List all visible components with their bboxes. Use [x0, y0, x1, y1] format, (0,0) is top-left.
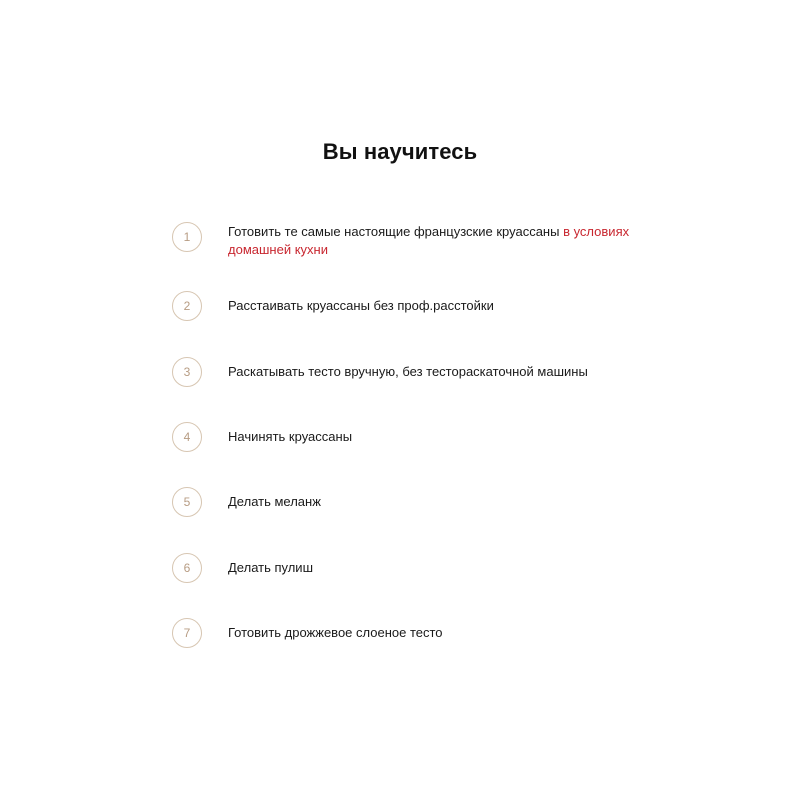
- list-item-text: Начинять круассаны: [228, 429, 353, 444]
- list-item: [172, 422, 652, 456]
- list-item-text-main: Готовить те самые настоящие французские круассаны: [228, 224, 564, 239]
- list-item-text: Делать пулиш: [228, 560, 314, 575]
- section-title: Вы научитесь: [322, 139, 478, 164]
- list-item: [172, 222, 652, 256]
- list-item-text: Готовить дрожжевое слоеное тесто: [228, 625, 443, 640]
- list-item-text: [228, 223, 648, 259]
- list-item-text: Раскатывать тесто вручную, без тестораскаточной машины: [228, 364, 588, 379]
- step-number-badge: 7: [172, 618, 202, 648]
- step-number-badge: 4: [172, 422, 202, 452]
- list-item-text: Делать меланж: [228, 494, 321, 509]
- list-item: [172, 487, 652, 521]
- step-number-badge: 2: [172, 291, 202, 321]
- list-item: [172, 618, 652, 652]
- step-number-badge: 1: [172, 222, 202, 252]
- step-number-badge: 5: [172, 487, 202, 517]
- list-item: [172, 291, 652, 325]
- list-item-text: Расстаивать круассаны без проф.расстойки: [228, 298, 494, 313]
- list-item-highlight: в условиях домашней кухни: [228, 224, 630, 257]
- list-item: [172, 357, 652, 391]
- step-number-badge: 6: [172, 553, 202, 583]
- step-number-badge: 3: [172, 357, 202, 387]
- list-item: [172, 553, 652, 587]
